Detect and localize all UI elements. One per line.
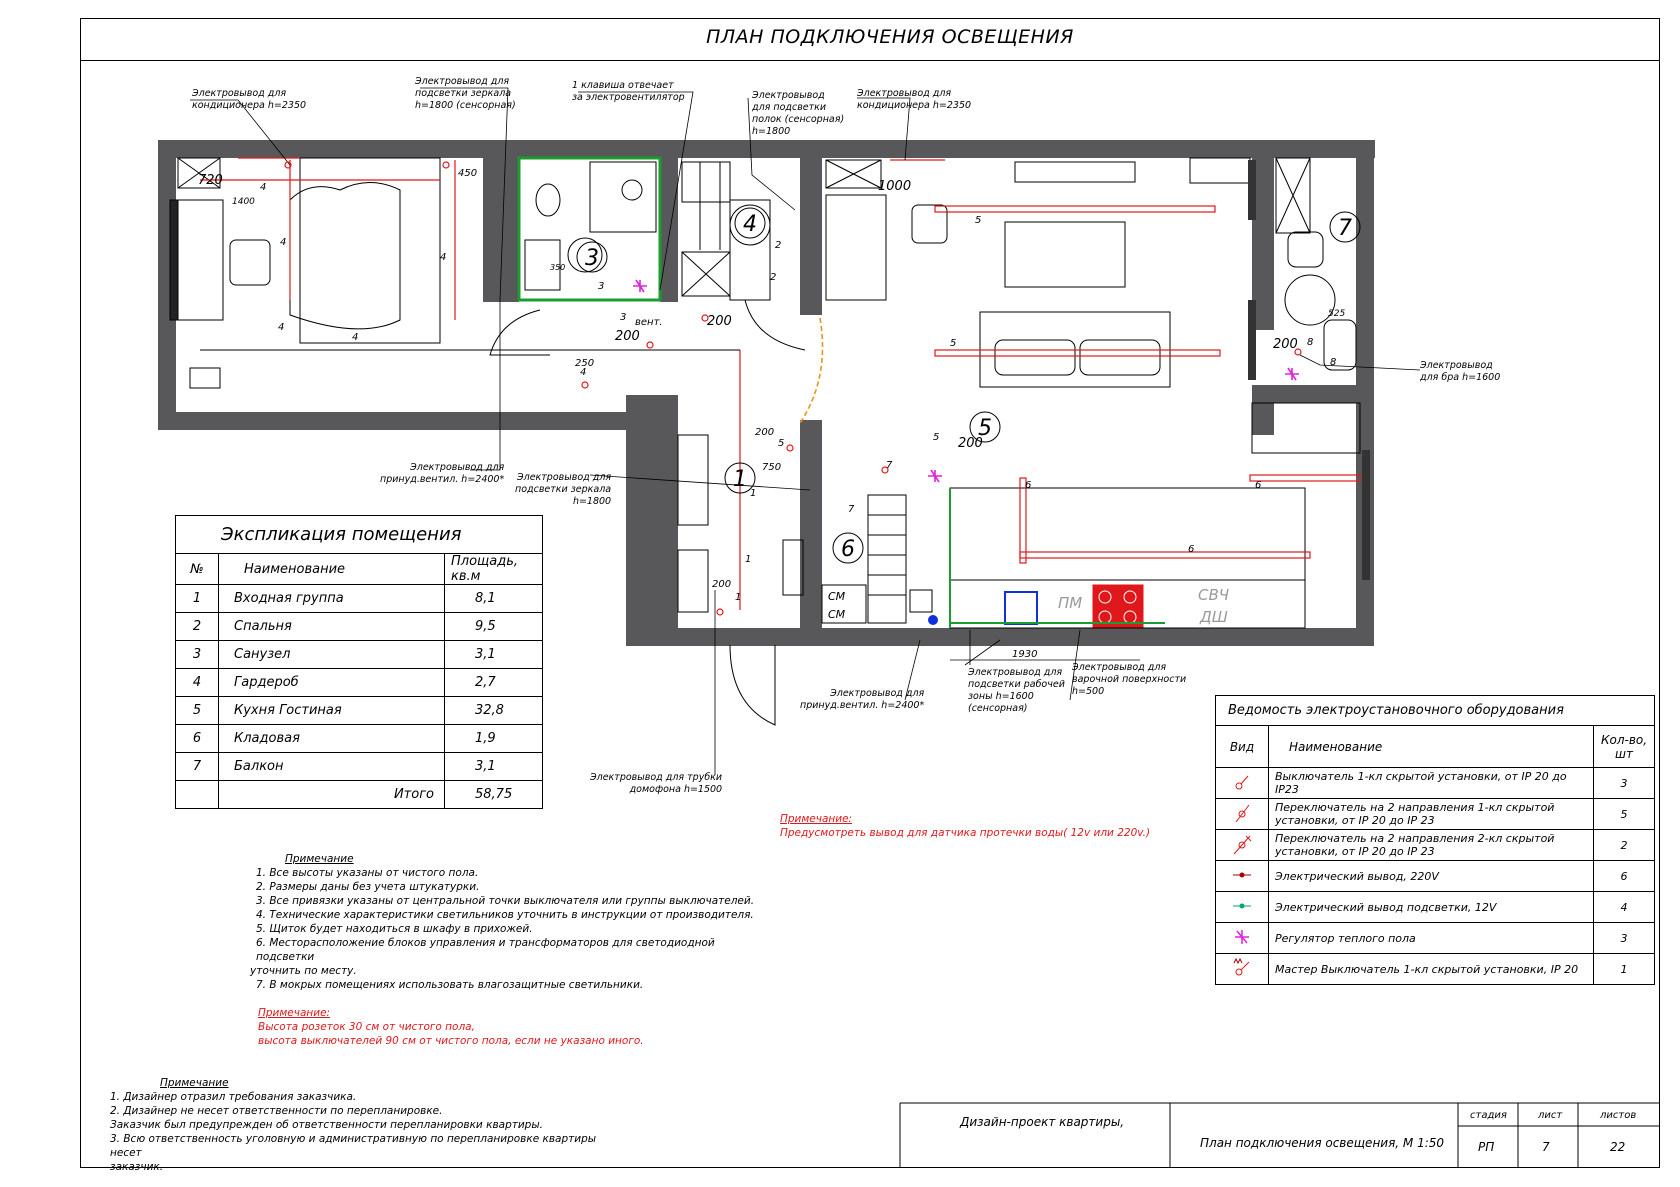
dim-1400: 1400 [232,197,255,207]
svg-text:1: 1 [745,554,752,565]
svg-text:7: 7 [848,504,855,515]
svg-text:8: 8 [1330,357,1337,368]
table-row: Переключатель на 2 направления 1-кл скрытой установки, от IP 20 до IP 23 5 [1216,799,1655,830]
callout-vent-key: 1 клавиша отвечает за электровентилятор [572,80,685,103]
callout-vent-forced-2: Электровывод для принуд.вентил. h=2400* [800,688,925,711]
table-row: 2 Спальня 9,5 [176,613,543,641]
table-row: Регулятор теплого пола 3 [1216,923,1655,954]
stamp-sheet-label: лист [1538,1110,1563,1121]
svg-text:СМ: СМ [828,608,846,621]
svg-text:5: 5 [975,215,982,226]
table-row: Переключатель на 2 направления 2-кл скрытой установки, от IP 20 до IP 23 2 [1216,830,1655,861]
note-heights: Примечание: Высота розеток 30 см от чистого пола, высота выключателей 90 см от чистого пола, если не указано иного. [258,1007,644,1047]
stamp-stage: РП [1478,1140,1495,1154]
room-num-1: 1 [733,467,747,492]
dim-350: 350 [550,263,566,272]
svg-text:вент.: вент. [635,317,663,328]
table-total-row: Итого 58,75 [176,781,543,809]
svg-text:4: 4 [352,332,359,343]
svg-text:5: 5 [933,432,940,443]
dim-720: 720 [198,173,223,188]
svg-text:3: 3 [620,312,627,323]
svg-text:6: 6 [1255,480,1262,491]
svg-text:6: 6 [1025,480,1032,491]
svg-text:1: 1 [750,488,757,499]
svg-text:СВЧ: СВЧ [1198,586,1230,604]
dim-200-c: 200 [958,436,983,451]
svg-text:1: 1 [735,592,742,603]
stamp-sheet-title: План подключения освещения, М 1:50 [1200,1136,1445,1150]
svg-text:5: 5 [950,338,957,349]
table-row: 6 Кладовая 1,9 [176,725,543,753]
equipment-title: Ведомость электроустановочного оборудования [1216,696,1655,726]
callout-ac-left: Электровывод для кондиционера h=2350 [192,88,307,111]
stamp-sheets: 22 [1610,1140,1626,1154]
dim-200-f: 200 [755,427,775,438]
floor-heat-icon [1232,927,1252,947]
svg-text:4: 4 [580,367,587,378]
svg-text:8: 8 [1307,337,1314,348]
outlet-220-icon [1231,870,1253,880]
dim-1000: 1000 [878,179,912,194]
dim-750: 750 [762,462,782,473]
room-num-3: 3 [585,246,599,271]
callout-shelf-light: Электровывод для подсветки полок (сенсорная) h=1800 [752,90,845,137]
notes-main: Примечание 1. Все высоты указаны от чистого пола. 2. Размеры даны без учета штукатурки. 3. Все привязки указаны от центральной точки выключателя или группы выключателей. 4. Технические характеристики светильников уточнить в инструкции от производителя. 5. Щиток будет находиться в шкафу в прихожей. 6. Месторасположение блоков управления и трансформаторов для светодиодной подсветки уточнить по месту. 7. В мокрых помещениях использовать влагозащитные светильники. [250,853,755,991]
dim-200-b: 200 [707,314,732,329]
explication-table: Экспликация помещения № Наименование Площадь, кв.м 1 Входная группа 8,1 2 Спальня 9,5 3 Санузел 3,1 4 Гардероб 2,7 5 Кухня Гостиная 32,8 6 Кладовая 1,9 7 Балкон 3,1 Итого 58,75 [175,515,543,809]
page-title: ПЛАН ПОДКЛЮЧЕНИЯ ОСВЕЩЕНИЯ [706,26,1074,48]
table-row: Выключатель 1-кл скрытой установки, от IP 20 до IP23 3 [1216,768,1655,799]
svg-text:4: 4 [260,182,267,193]
dim-250: 250 [575,358,595,369]
master-switch-icon [1231,957,1253,979]
svg-text:ДШ: ДШ [1200,608,1228,626]
table-row: Мастер Выключатель 1-кл скрытой установки, IP 20 1 [1216,954,1655,985]
room-num-5: 5 [978,416,992,441]
table-row: Электрический вывод подсветки, 12V 4 [1216,892,1655,923]
callout-vent-forced-1: Электровывод для принуд.вентил. h=2400* [380,462,505,485]
table-row: 3 Санузел 3,1 [176,641,543,669]
dim-525: 525 [1328,309,1346,319]
table-row: 5 Кухня Гостиная 32,8 [176,697,543,725]
svg-text:4: 4 [280,237,287,248]
room-num-6: 6 [841,537,855,562]
svg-text:6: 6 [1188,544,1195,555]
switch-1-icon [1232,772,1252,792]
svg-text:ПМ: ПМ [1058,594,1083,612]
svg-text:7: 7 [886,460,893,471]
callout-mirror-hall: Электровывод для подсветки зеркала h=1800 [515,472,612,507]
dim-450: 450 [458,168,478,179]
stamp-project: Дизайн-проект квартиры, [960,1115,1125,1129]
callout-hob: Электровывод для варочной поверхности h=500 [1072,662,1187,697]
svg-text:5: 5 [778,438,785,449]
dim-1930: 1930 [1012,649,1038,660]
notes-bottom: Примечание 1. Дизайнер отразил требования заказчика. 2. Дизайнер не несет ответственности по перепланировке. Заказчик был предупрежден об ответственности перепланировки квартиры. 3. Всю ответственность уголовную и административную по перепланировке квартиры несет заказчик. [110,1077,597,1173]
explication-title: Экспликация помещения [176,516,543,554]
svg-text:3: 3 [598,281,605,292]
table-row: Электрический вывод, 220V 6 [1216,861,1655,892]
note-leak: Примечание: Предусмотреть вывод для датчика протечки воды( 12v или 220v.) [780,813,1151,839]
callout-ac-right: Электровывод для кондиционера h=2350 [857,88,972,111]
stamp-sheets-label: листов [1600,1110,1637,1121]
callout-work-zone: Электровывод для подсветки рабочей зоны h=1600 (сенсорная) [968,667,1065,714]
callout-intercom: Электровывод для трубки домофона h=1500 [590,772,723,795]
room-num-7: 7 [1338,216,1352,241]
dim-200-a: 200 [615,329,640,344]
callout-mirror-top: Электровывод для подсветки зеркала h=1800 (сенсорная) [415,76,516,111]
table-row: 1 Входная группа 8,1 [176,585,543,613]
stamp-sheet: 7 [1542,1140,1550,1154]
switch-2way-icon [1232,802,1252,824]
dim-200-d: 200 [1273,337,1298,352]
svg-text:СМ: СМ [828,590,846,603]
outlet-12-icon [1231,901,1253,911]
room-num-4: 4 [743,212,757,237]
stamp-stage-label: стадия [1470,1110,1507,1121]
svg-text:4: 4 [440,252,447,263]
equipment-table: Ведомость электроустановочного оборудования Вид Наименование Кол-во, шт Выключатель 1-кл скрытой установки, от IP 20 до IP23 3 Переключатель на 2 направления 1-кл скрытой установки, от IP 20 до IP 23 5 Переключатель на 2 направления 2-кл скрытой установки, от IP 20 до IP 23 2 Электрический вывод, 220V 6 Электрический вывод подсветки, 12V 4 Регулятор теплого пола 3 Мастер Выключатель 1-кл скрытой установки, IP 20 1 [1215,695,1655,985]
table-row: 7 Балкон 3,1 [176,753,543,781]
svg-text:2: 2 [770,272,777,283]
svg-text:2: 2 [775,240,782,251]
dim-200-e: 200 [712,579,732,590]
svg-text:4: 4 [278,322,285,333]
callout-bra: Электровывод для бра h=1600 [1420,360,1501,383]
switch-2way-2key-icon [1231,833,1253,855]
table-row: 4 Гардероб 2,7 [176,669,543,697]
